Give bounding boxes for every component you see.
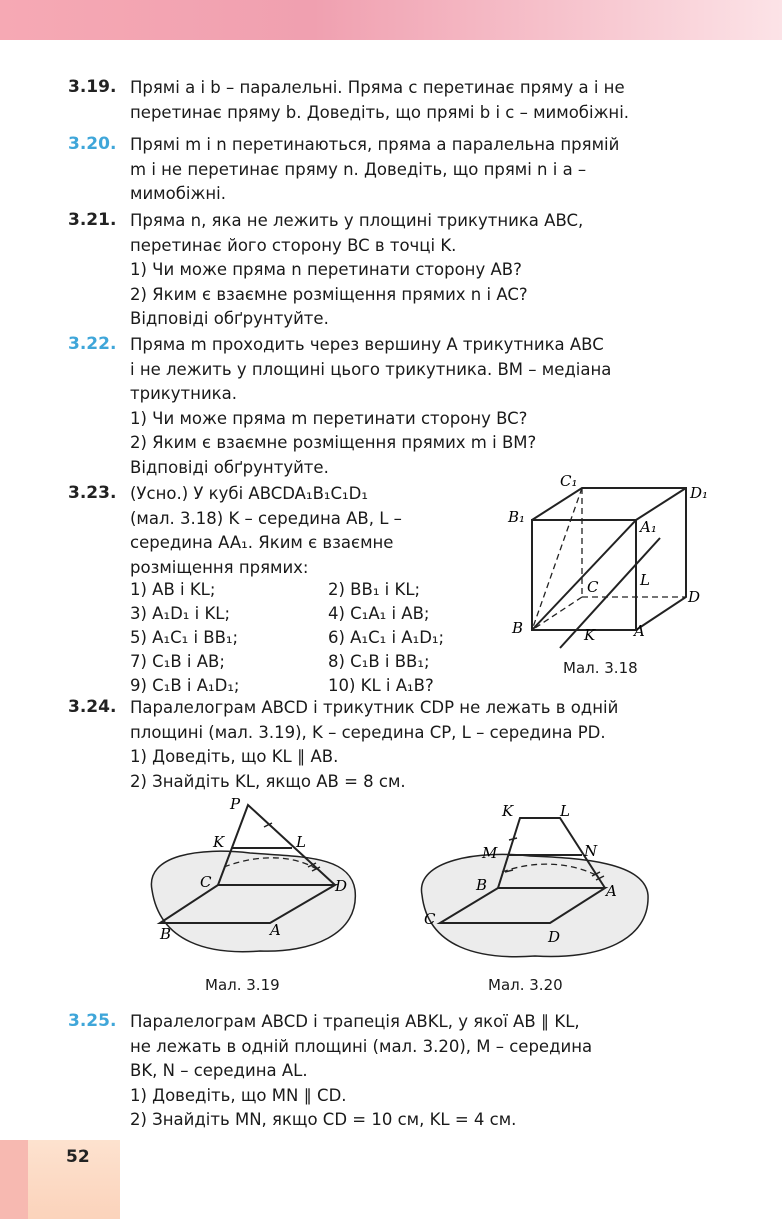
option: 4) C₁A₁ і AB; bbox=[328, 604, 430, 623]
problem-number: 3.24. bbox=[68, 697, 117, 717]
label-c1: C₁ bbox=[560, 472, 578, 490]
problem-number: 3.19. bbox=[68, 77, 117, 97]
diagonal-ba1 bbox=[532, 520, 636, 630]
hidden-diagonal bbox=[532, 488, 582, 630]
problem-text bbox=[130, 133, 710, 207]
label-d: D bbox=[548, 928, 561, 946]
label-d: D bbox=[335, 877, 348, 895]
problem-number: 3.25. bbox=[68, 1011, 117, 1031]
label-k: K bbox=[584, 626, 596, 644]
text-line: (Усно.) У кубі ABCDA₁B₁C₁D₁ bbox=[130, 484, 368, 503]
options-row bbox=[130, 674, 490, 698]
options-row bbox=[130, 602, 490, 626]
text-line: 2) Знайдіть MN, якщо CD = 10 см, KL = 4 см. bbox=[130, 1110, 517, 1129]
corner-strip bbox=[0, 1140, 28, 1219]
top-decorative-band bbox=[0, 0, 782, 40]
hidden-edge bbox=[532, 597, 582, 630]
label-b: B bbox=[512, 619, 524, 637]
plane-shape bbox=[421, 854, 648, 956]
text-line: (мал. 3.18) K – середина AB, L – bbox=[130, 508, 402, 528]
text-line: Відповіді обґрунтуйте. bbox=[130, 457, 329, 477]
label-c: C bbox=[424, 910, 436, 928]
label-d: D bbox=[688, 588, 701, 606]
label-a: A bbox=[270, 921, 281, 939]
figure-caption-3-18: Мал. 3.18 bbox=[563, 659, 638, 677]
option: 9) C₁B і A₁D₁; bbox=[130, 676, 240, 695]
problem-text bbox=[130, 696, 710, 794]
text-line: не лежать в одній площині (мал. 3.20), M – середина bbox=[130, 1036, 593, 1056]
option: 10) KL і A₁B? bbox=[328, 676, 434, 695]
text-line: Прямі m і n перетинаються, пряма a паралельна прямій bbox=[130, 135, 620, 154]
figure-caption-3-20: Мал. 3.20 bbox=[488, 976, 563, 994]
cube-edge bbox=[636, 488, 686, 520]
option: 7) C₁B і AB; bbox=[130, 652, 225, 671]
text-line: 1) Чи може пряма m перетинати сторону BC? bbox=[130, 408, 528, 428]
label-d1: D₁ bbox=[690, 484, 709, 502]
label-p: P bbox=[230, 795, 241, 813]
text-line: Прямі a і b – паралельні. Пряма c перетинає пряму a і не bbox=[130, 78, 625, 97]
option: 5) A₁C₁ і BB₁; bbox=[130, 628, 239, 647]
label-k: K bbox=[502, 802, 514, 820]
label-m: M bbox=[482, 844, 498, 862]
text-line: мимобіжні. bbox=[130, 184, 226, 203]
label-l: L bbox=[560, 802, 570, 820]
option: 2) BB₁ і KL; bbox=[328, 580, 421, 599]
text-line: 1) Доведіть, що MN ∥ CD. bbox=[130, 1085, 347, 1105]
text-line: 2) Яким є взаємне розміщення прямих n і AC? bbox=[130, 284, 528, 304]
text-line: 2) Знайдіть KL, якщо AB = 8 см. bbox=[130, 771, 406, 791]
text-line: Пряма n, яка не лежить у площині трикутника ABC, bbox=[130, 211, 584, 230]
problem-text bbox=[130, 482, 480, 580]
text-line: трикутника. bbox=[130, 384, 237, 403]
text-line: m і не перетинає пряму n. Доведіть, що прямі n і a – bbox=[130, 159, 587, 179]
label-l: L bbox=[640, 571, 650, 589]
label-a: A bbox=[634, 622, 645, 640]
label-k: K bbox=[213, 833, 225, 851]
problem-number: 3.23. bbox=[68, 483, 117, 503]
text-line: Паралелограм ABCD і трапеція ABKL, у якої AB ∥ KL, bbox=[130, 1012, 580, 1031]
text-line: перетинає пряму b. Доведіть, що прямі b і c – мимобіжні. bbox=[130, 102, 630, 122]
option: 8) C₁B і BB₁; bbox=[328, 652, 430, 671]
text-line: BK, N – середина AL. bbox=[130, 1061, 308, 1080]
options-grid bbox=[130, 578, 490, 698]
label-c: C bbox=[200, 873, 212, 891]
problem-number: 3.22. bbox=[68, 334, 117, 354]
options-row bbox=[130, 650, 490, 674]
text-line: і не лежить у площині цього трикутника. BM – медіана bbox=[130, 359, 612, 379]
figure-3-19 bbox=[140, 795, 365, 965]
label-c: C bbox=[587, 578, 599, 596]
problem-number: 3.21. bbox=[68, 210, 117, 230]
line-kl bbox=[560, 538, 660, 648]
tick-mark bbox=[509, 838, 517, 840]
option: 6) A₁C₁ і A₁D₁; bbox=[328, 628, 445, 647]
label-b: B bbox=[476, 876, 488, 894]
options-row bbox=[130, 626, 490, 650]
cube-back-edges bbox=[532, 488, 686, 630]
problem-text bbox=[130, 333, 710, 480]
text-line: площині (мал. 3.19), K – середина CP, L – середина PD. bbox=[130, 722, 606, 742]
text-line: Паралелограм ABCD і трикутник CDP не лежать в одній bbox=[130, 698, 619, 717]
cube-figure bbox=[500, 470, 730, 650]
label-b: B bbox=[160, 925, 172, 943]
option: 3) A₁D₁ і KL; bbox=[130, 604, 231, 623]
text-line: Відповіді обґрунтуйте. bbox=[130, 309, 329, 328]
text-line: 1) Чи може пряма n перетинати сторону AB? bbox=[130, 260, 522, 279]
text-line: Пряма m проходить через вершину A трикутника ABC bbox=[130, 335, 604, 354]
problem-number: 3.20. bbox=[68, 134, 117, 154]
page-number: 52 bbox=[66, 1147, 90, 1167]
label-a1: A₁ bbox=[640, 518, 657, 536]
option: 1) AB і KL; bbox=[130, 580, 216, 599]
text-line: середина AA₁. Яким є взаємне bbox=[130, 533, 394, 552]
figure-caption-3-19: Мал. 3.19 bbox=[205, 976, 280, 994]
problem-text bbox=[130, 209, 710, 332]
options-row bbox=[130, 578, 490, 602]
label-n: N bbox=[584, 842, 598, 860]
problem-text bbox=[130, 1010, 710, 1133]
label-a: A bbox=[606, 882, 617, 900]
figure-3-20 bbox=[410, 800, 655, 965]
text-line: розміщення прямих: bbox=[130, 557, 309, 577]
problem-text bbox=[130, 76, 710, 125]
text-line: 1) Доведіть, що KL ∥ AB. bbox=[130, 747, 339, 766]
text-line: 2) Яким є взаємне розміщення прямих m і BM? bbox=[130, 433, 537, 452]
plane-shape bbox=[151, 851, 355, 952]
text-line: перетинає його сторону BC в точці K. bbox=[130, 235, 457, 255]
label-l: L bbox=[296, 833, 306, 851]
label-b1: B₁ bbox=[508, 508, 526, 526]
